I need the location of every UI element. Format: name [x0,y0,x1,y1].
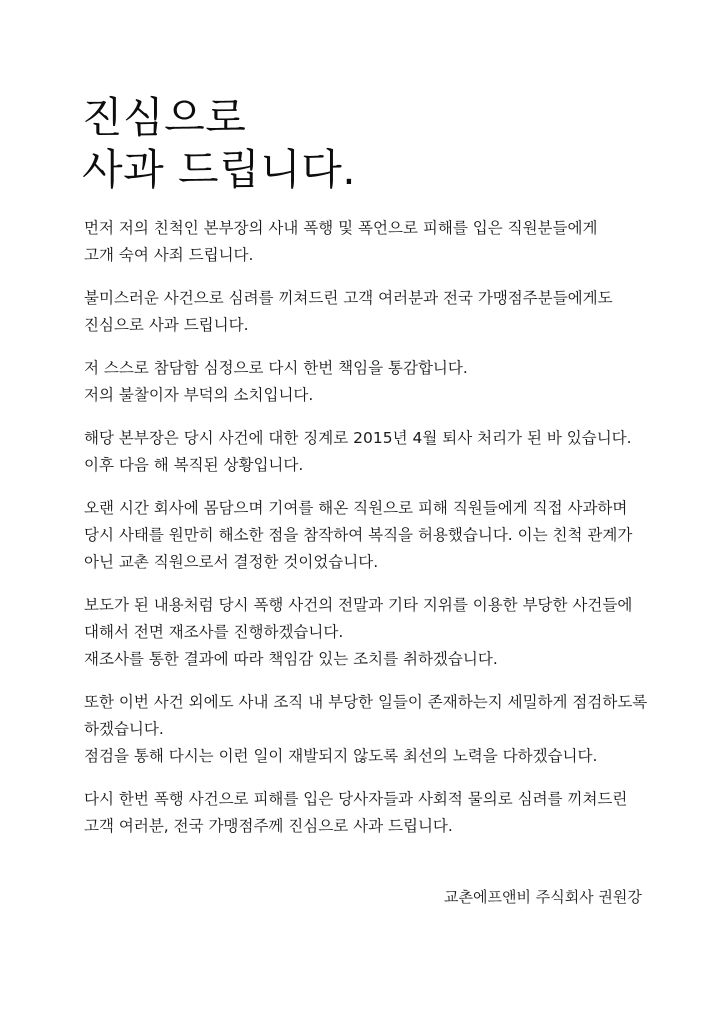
paragraph-5 [84,495,664,576]
paragraph-line: 보도가 된 내용처럼 당시 폭행 사건의 전말과 기타 지위를 이용한 부당한 사건들에 [84,596,633,614]
paragraph-line: 대해서 전면 재조사를 진행하겠습니다. [84,623,344,641]
paragraph-line: 해당 본부장은 당시 사건에 대한 징계로 2015년 4월 퇴사 처리가 된 바 있습니다. [84,429,632,447]
paragraph-line: 먼저 저의 친척인 본부장의 사내 폭행 및 폭언으로 피해를 입은 직원분들에게 [84,219,598,237]
title-line-1: 진심으로 [82,93,247,142]
paragraph-line: 또한 이번 사건 외에도 사내 조직 내 부당한 일들이 존재하는지 세밀하게 점검하도록 [84,693,648,711]
paragraph-3 [84,355,664,409]
paragraph-line: 저의 불찰이자 부덕의 소치입니다. [84,386,314,404]
paragraph-1 [84,215,664,269]
paragraph-line: 하겠습니다. [84,720,164,738]
paragraph-line: 고개 숙여 사죄 드립니다. [84,246,254,264]
paragraph-line: 고객 여러분, 전국 가맹점주께 진심으로 사과 드립니다. [84,817,453,835]
paragraph-4 [84,425,664,479]
paragraph-line: 이후 다음 해 복직된 상황입니다. [84,456,304,474]
page-title [82,92,356,196]
title-line-2: 사과 드립니다. [82,145,357,194]
paragraph-line: 당시 사태를 원만히 해소한 점을 참작하여 복직을 허용했습니다. 이는 친척 관계가 [84,526,633,544]
paragraph-line: 불미스러운 사건으로 심려를 끼쳐드린 고객 여러분과 전국 가맹점주분들에게도 [84,289,613,307]
signature: 교촌에프앤비 주식회사 권원강 [444,888,642,906]
paragraph-line: 점검을 통해 다시는 이런 일이 재발되지 않도록 최선의 노력을 다하겠습니다. [84,747,598,765]
paragraph-2 [84,285,664,339]
paragraph-6 [84,592,664,673]
paragraph-line: 오랜 시간 회사에 몸담으며 기여를 해온 직원으로 피해 직원들에게 직접 사과하며 [84,499,628,517]
paragraph-line: 아닌 교촌 직원으로서 결정한 것이었습니다. [84,553,379,571]
paragraph-line: 저 스스로 참담함 심정으로 다시 한번 책임을 통감합니다. [84,359,468,377]
letter-body [84,215,664,856]
paragraph-line: 다시 한번 폭행 사건으로 피해를 입은 당사자들과 사회적 물의로 심려를 끼쳐드린 [84,790,628,808]
paragraph-8 [84,786,664,840]
paragraph-line: 진심으로 사과 드립니다. [84,316,249,334]
paragraph-7 [84,689,664,770]
paragraph-line: 재조사를 통한 결과에 따라 책임감 있는 조치를 취하겠습니다. [84,650,498,668]
